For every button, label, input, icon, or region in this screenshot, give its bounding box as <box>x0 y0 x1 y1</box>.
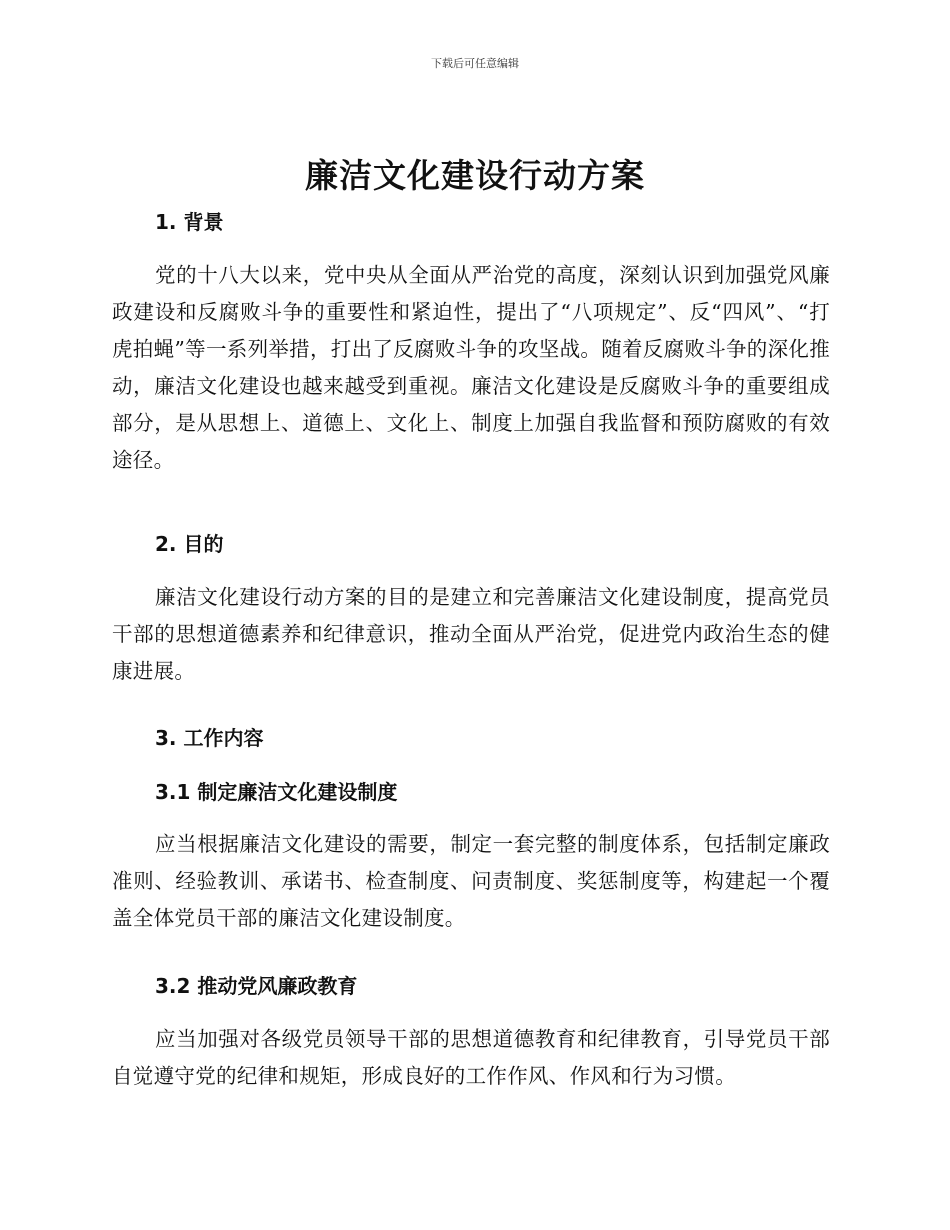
document-title: 廉洁文化建设行动方案 <box>305 156 645 195</box>
header-note: 下载后可任意编辑 <box>431 57 519 70</box>
section-heading-purpose: 2. 目的 <box>155 532 224 556</box>
section-heading-education: 3.2 推动党风廉政教育 <box>155 974 358 998</box>
paragraph-system: 应当根据廉洁文化建设的需要，制定一套完整的制度体系，包括制定廉政准则、经验教训、承诺书、检查制度、问责制度、奖惩制度等，构建起一个覆盖全体党员干部的廉洁文化建设制度。 <box>112 832 830 930</box>
paragraph-education: 应当加强对各级党员领导干部的思想道德教育和纪律教育，引导党员干部自觉遵守党的纪律和规矩，形成良好的工作作风、作风和行为习惯。 <box>112 1027 830 1088</box>
section-heading-work-content: 3. 工作内容 <box>155 726 264 750</box>
section-heading-system: 3.1 制定廉洁文化建设制度 <box>155 780 398 804</box>
paragraph-background: 党的十八大以来，党中央从全面从严治党的高度，深刻认识到加强党风廉政建设和反腐败斗争的重要性和紧迫性，提出了“八项规定”、反“四风”、“打虎拍蝇”等一系列举措，打出了反腐败斗争的攻坚战。随着反腐败斗争的深化推动，廉洁文化建设也越来越受到重视。廉洁文化建设是反腐败斗争的重要组成部分，是从思想上、道德上、文化上、制度上加强自我监督和预防腐败的有效途径。 <box>112 263 830 472</box>
paragraph-purpose: 廉洁文化建设行动方案的目的是建立和完善廉洁文化建设制度，提高党员干部的思想道德素养和纪律意识，推动全面从严治党，促进党内政治生态的健康进展。 <box>112 585 830 683</box>
section-heading-background: 1. 背景 <box>155 210 224 234</box>
